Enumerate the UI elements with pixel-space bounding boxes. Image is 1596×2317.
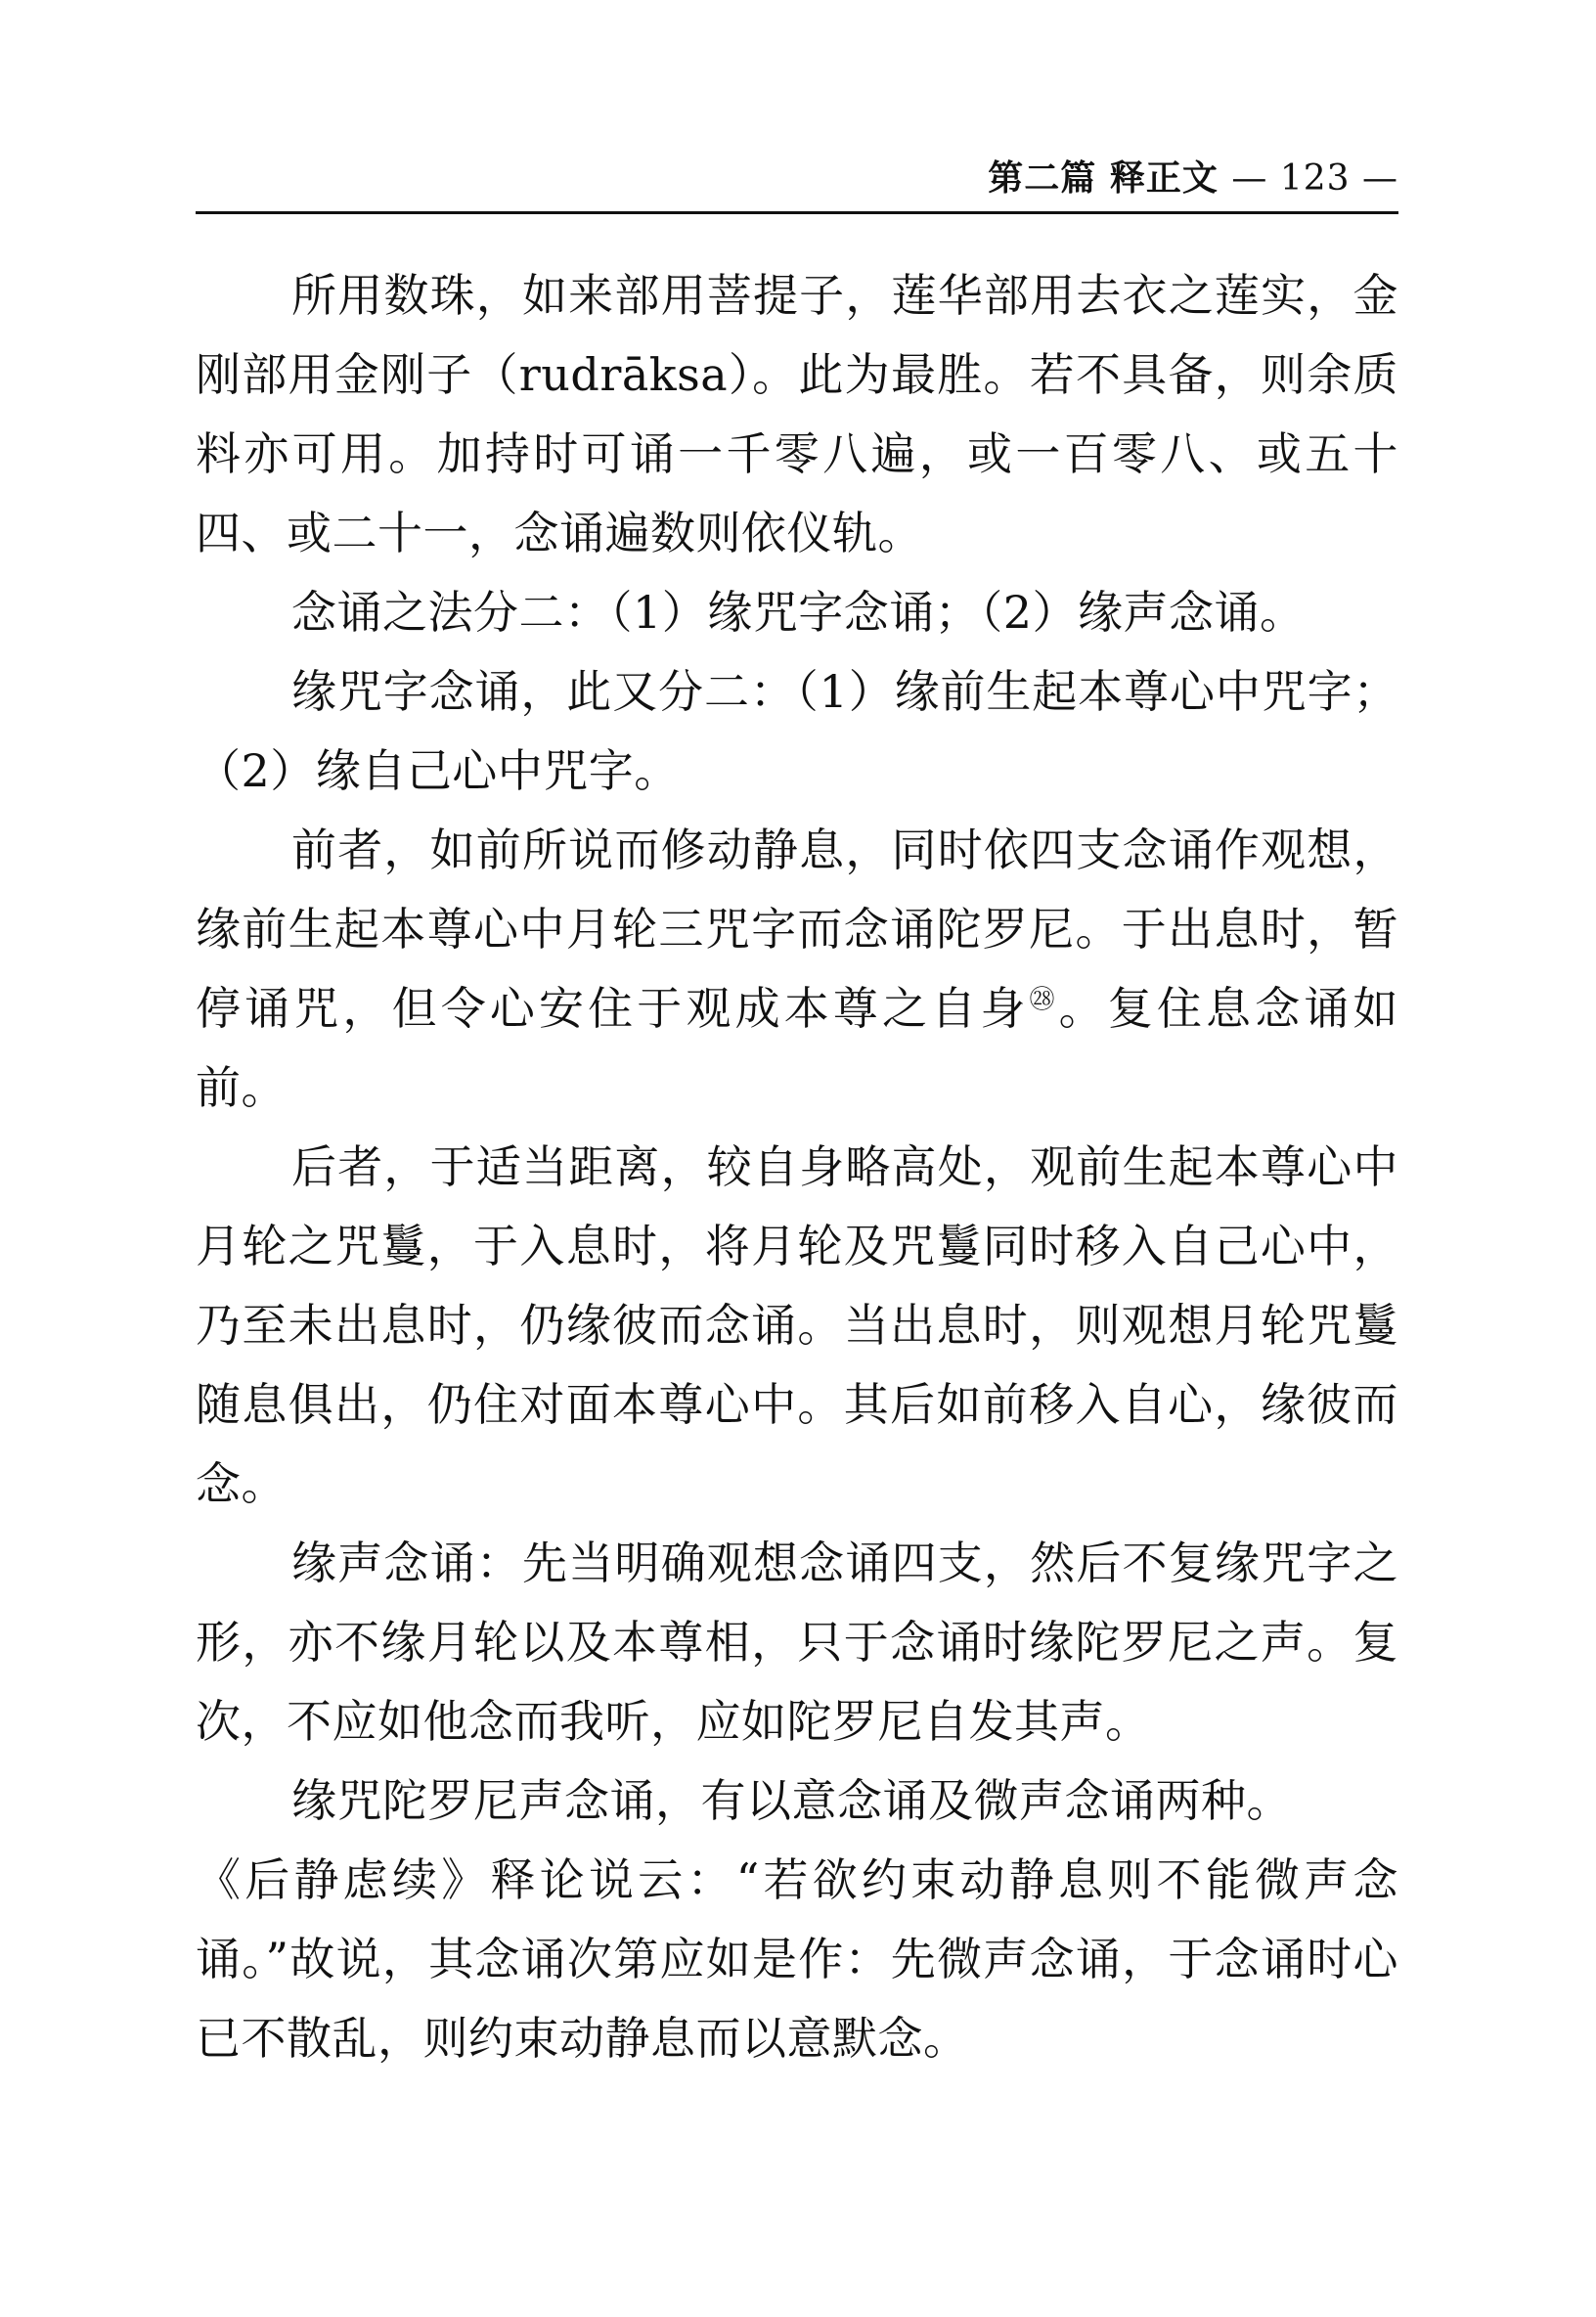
- paragraph: [196, 811, 1398, 1128]
- running-header: [196, 156, 1398, 214]
- paragraph-text: 《后静虑续》释论说云：“若欲约束动静息则不能微声念诵。”故说，其念诵次第应如是作：先微声念诵，于念诵时心已不散乱，则约束动静息而以意默念。: [196, 1853, 1398, 2065]
- paragraph-text: 前者，如前所说而修动静息，同时依四支念诵作观想，缘前生起本尊心中月轮三咒字而念诵陀罗尼。于出息时，暂停诵咒，但令心安住于观成本尊之自身: [196, 824, 1398, 1035]
- paragraph-text: 缘咒陀罗尼声念诵，有以意念诵及微声念诵两种。: [291, 1774, 1292, 1827]
- paragraph-text: 所用数珠，如来部用菩提子，莲华部用去衣之莲实，金刚部用金刚子（rudrāksa）。此为最胜。若不具备，则余质料亦可用。加持时可诵一千零八遍，或一百零八、或五十四、或二十一，念诵遍数则依仪轨。: [196, 269, 1398, 559]
- paragraph: [196, 256, 1398, 573]
- body-text: [196, 256, 1398, 2078]
- paragraph: [196, 1128, 1398, 1524]
- footnote-marker: ㉘: [1029, 985, 1059, 1015]
- paragraph: [196, 1761, 1398, 1841]
- paragraph: [196, 573, 1398, 652]
- running-header-text: [988, 156, 1398, 201]
- paragraph-text: 后者，于适当距离，较自身略高处，观前生起本尊心中月轮之咒鬘，于入息时，将月轮及咒鬘同时移入自己心中，乃至未出息时，仍缘彼而念诵。当出息时，则观想月轮咒鬘随息俱出，仍住对面本尊心中。其后如前移入自心，缘彼而念。: [196, 1140, 1398, 1510]
- paragraph: [196, 652, 1398, 811]
- paragraph-text: 念诵之法分二：（1）缘咒字念诵；（2）缘声念诵。: [291, 586, 1306, 639]
- running-title: 第二篇 释正文: [988, 158, 1219, 199]
- paragraph-text: 缘咒字念诵，此又分二：（1）缘前生起本尊心中咒字；（2）缘自己心中咒字。: [196, 665, 1398, 797]
- paragraph: [196, 1841, 1398, 2078]
- paragraph: [196, 1524, 1398, 1761]
- page-number: — 123 —: [1231, 158, 1398, 199]
- paragraph-text: 缘声念诵：先当明确观想念诵四支，然后不复缘咒字之形，亦不缘月轮以及本尊相，只于念诵时缘陀罗尼之声。复次，不应如他念而我听，应如陀罗尼自发其声。: [196, 1537, 1398, 1748]
- paragraph-text: 。复住息念诵如前。: [196, 982, 1398, 1114]
